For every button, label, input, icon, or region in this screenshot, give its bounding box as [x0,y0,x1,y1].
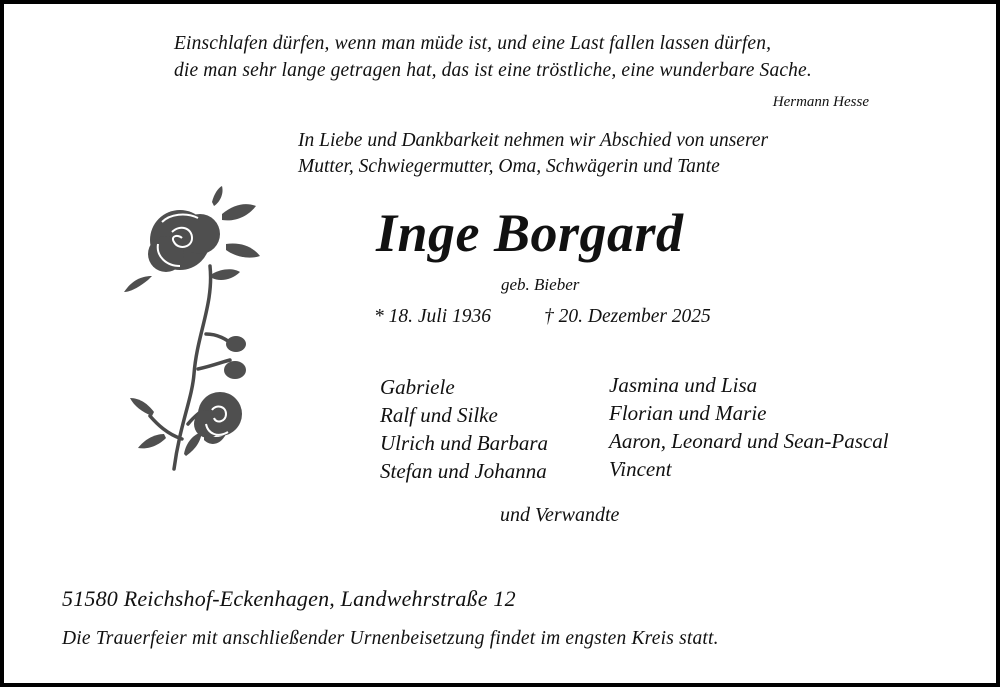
obituary-notice [4,4,996,683]
death-date: † 20. Dezember 2025 [544,306,711,327]
mourner-entry: Ulrich und Barbara [380,431,548,455]
birth-date: * 18. Juli 1936 [374,306,491,327]
deceased-name: Inge Borgard [376,203,684,263]
relatives-note: und Verwandte [500,504,620,526]
mourner-entry: Vincent [609,457,672,481]
quote-line-2: die man sehr lange getragen hat, das ist eine tröstliche, eine wunderbare Sache. [174,60,812,81]
quote-line-1: Einschlafen dürfen, wenn man müde ist, und eine Last fallen lassen dürfen, [174,33,772,54]
mourner-entry: Florian und Marie [609,401,767,425]
rose-icon [122,184,272,474]
mourner-entry: Jasmina und Lisa [609,373,758,397]
quote-author: Hermann Hesse [772,94,869,110]
mourner-entry: Stefan und Johanna [380,459,547,483]
ceremony-note: Die Trauerfeier mit anschließender Urnenbeisetzung findet im engsten Kreis statt. [62,628,719,649]
mourner-entry: Ralf und Silke [380,403,498,427]
maiden-name: geb. Bieber [501,275,580,294]
address: 51580 Reichshof-Eckenhagen, Landwehrstraße 12 [62,586,516,611]
mourner-entry: Aaron, Leonard und Sean-Pascal [609,429,889,453]
mourners-right [609,371,889,483]
intro-line-2: Mutter, Schwiegermutter, Oma, Schwägerin und Tante [298,156,720,177]
mourner-entry: Gabriele [380,375,455,399]
mourners-left [380,373,548,485]
intro-line-1: In Liebe und Dankbarkeit nehmen wir Abschied von unserer [298,130,769,151]
